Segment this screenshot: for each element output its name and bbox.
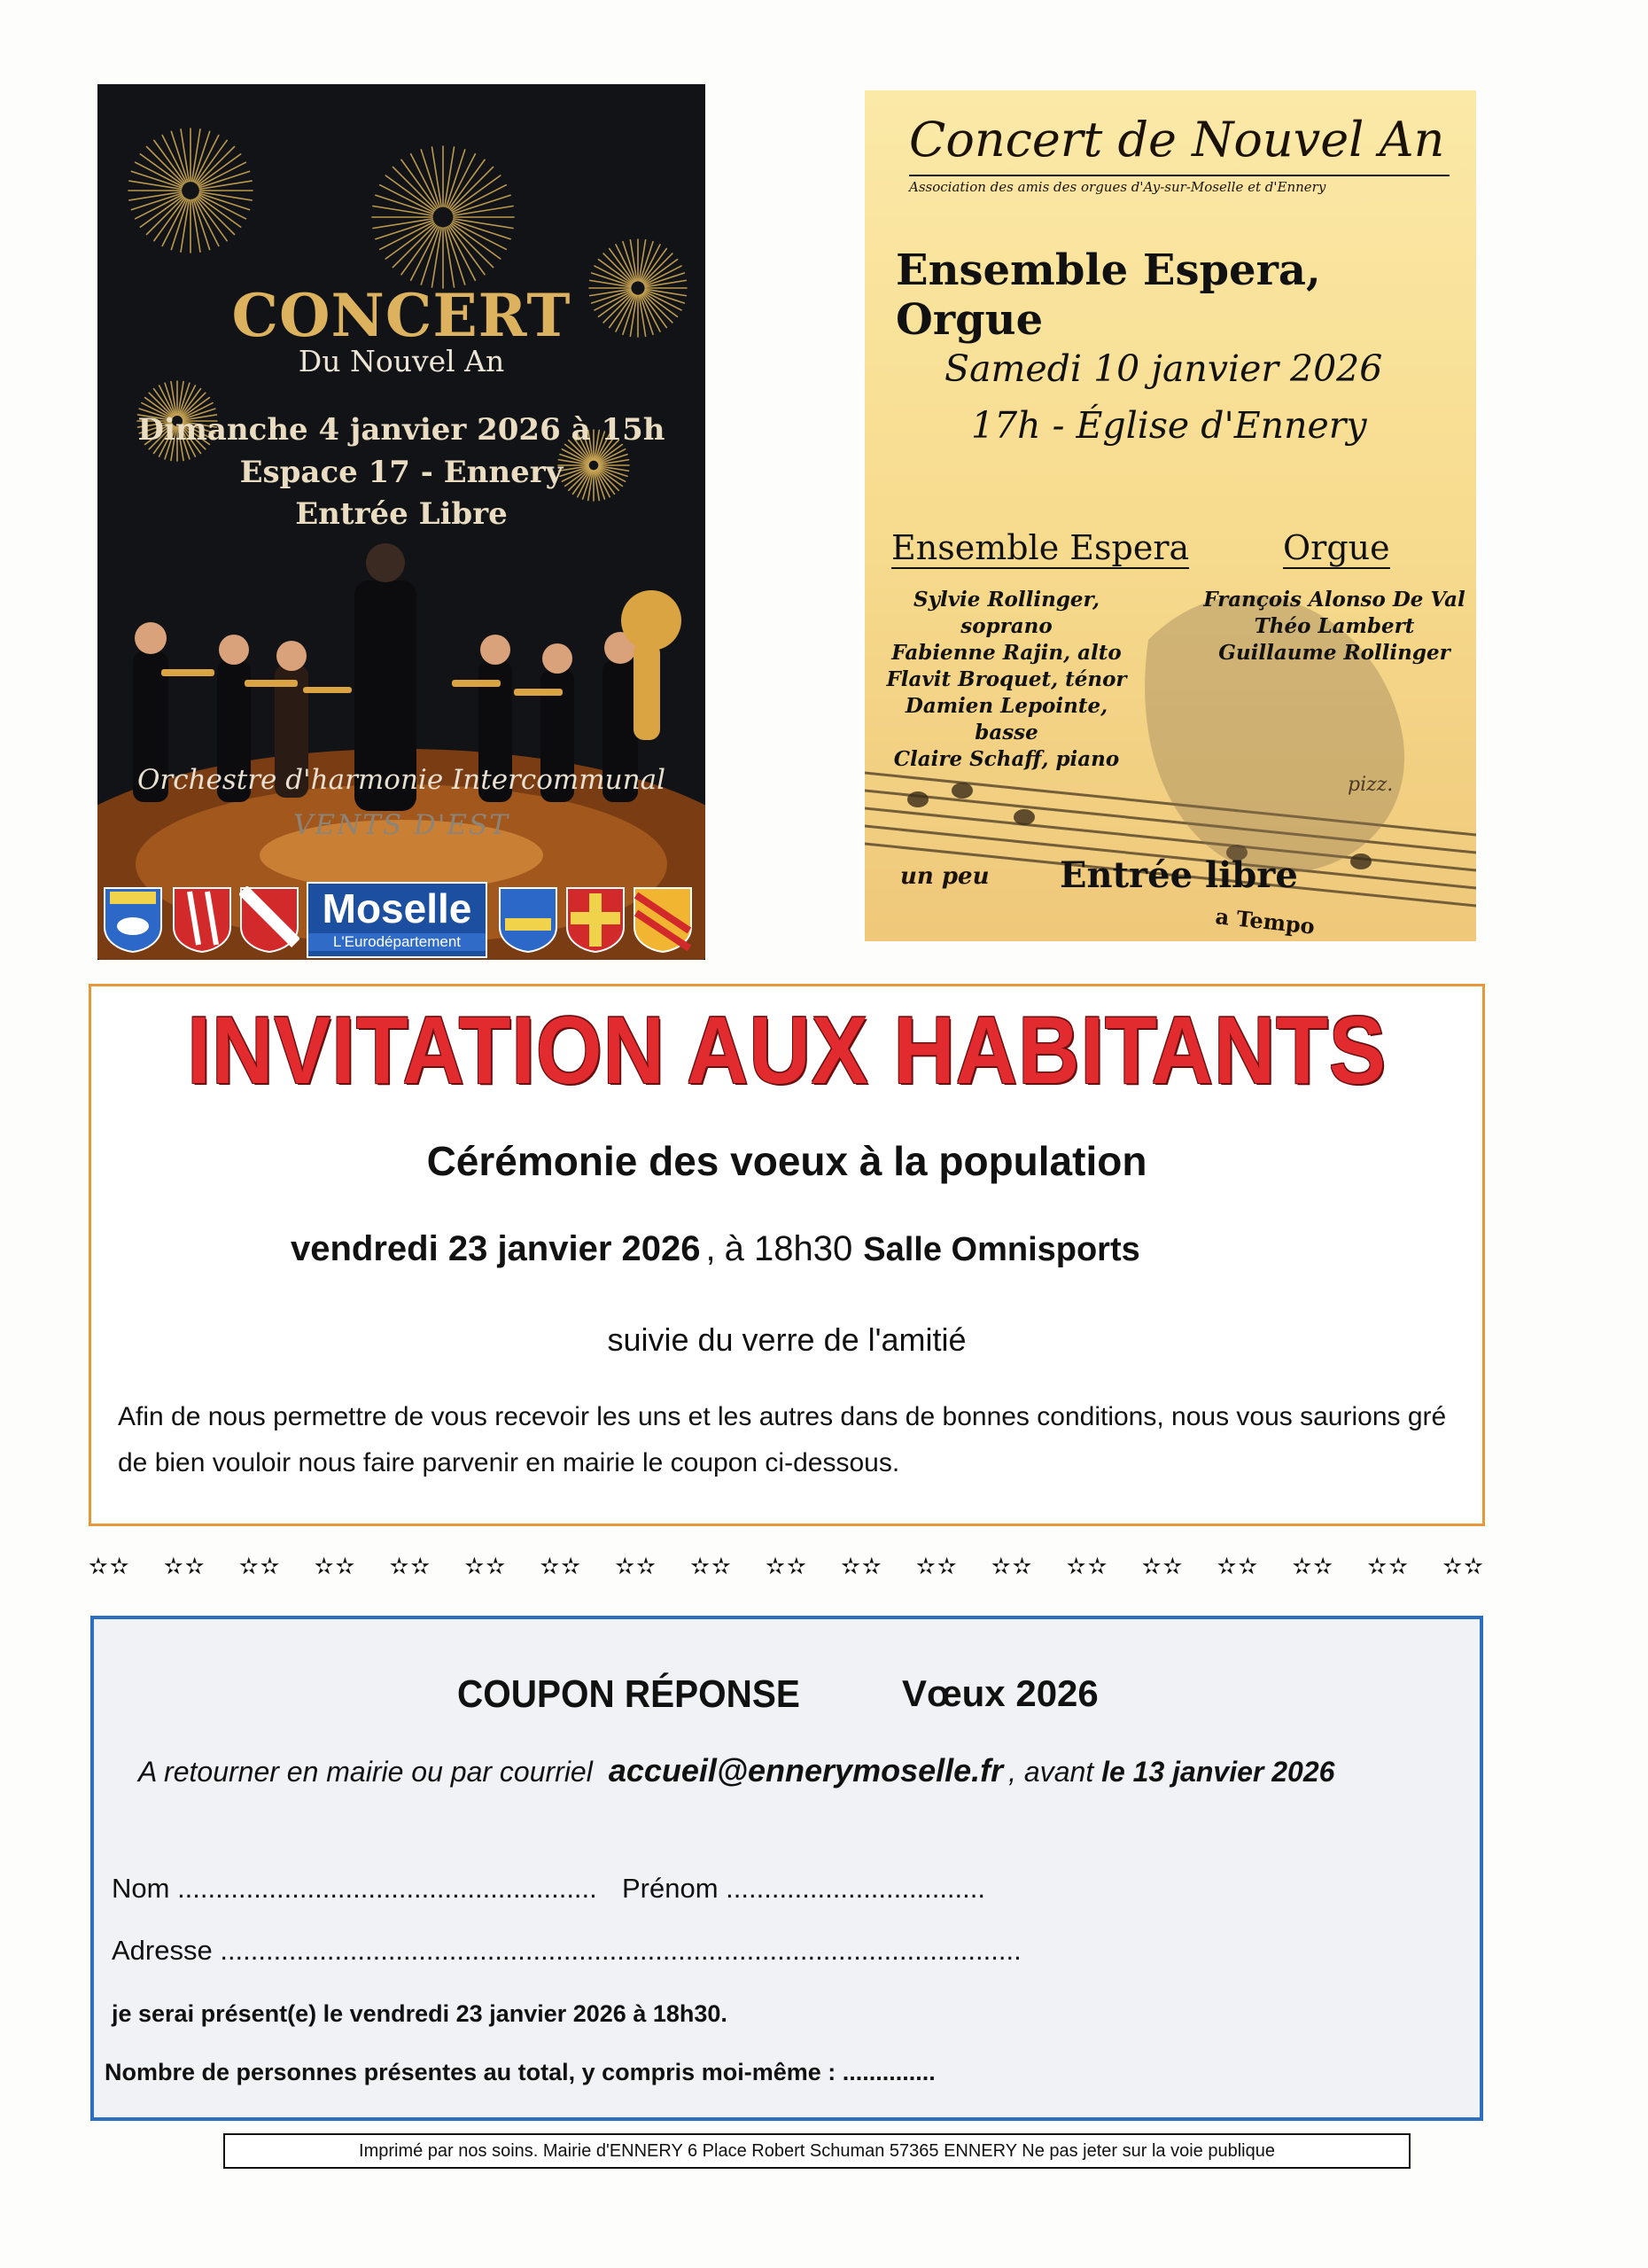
poster-date: Samedi 10 janvier 2026 [944, 347, 1383, 390]
star-glyph: ✫✫ [163, 1553, 206, 1579]
star-glyph: ✫✫ [841, 1553, 883, 1579]
association-name: Association des amis des orgues d'Ay-sur-Moselle et d'Ennery [909, 179, 1326, 195]
poster-date: Dimanche 4 janvier 2026 à 15h [137, 412, 665, 448]
coupon-return-instructions [138, 1752, 1334, 1789]
poster-title: CONCERT [231, 281, 571, 350]
invitation-time: à 18h30 [724, 1229, 853, 1268]
star-glyph: ✫✫ [464, 1553, 508, 1579]
footer-imprint: Imprimé par nos soins. Mairie d'ENNERY 6 Place Robert Schuman 57365 ENNERY Ne pas jeter sur la voie publique [223, 2133, 1411, 2169]
coupon-reponse-form [90, 1616, 1483, 2121]
star-glyph: ✫✫ [1442, 1553, 1485, 1579]
poster-time-place: 17h - Église d'Ennery [971, 404, 1367, 447]
star-glyph: ✫✫ [1367, 1553, 1410, 1579]
invitation-title: INVITATION AUX HABITANTS [187, 997, 1387, 1104]
music-score-illustration [865, 90, 1476, 941]
star-glyph: ✫✫ [1217, 1553, 1260, 1579]
firework-burst [128, 129, 253, 253]
score-marking: un peu [900, 863, 990, 890]
invitation-venue: Salle Omnisports [863, 1231, 1140, 1268]
star-glyph: ✫✫ [766, 1553, 808, 1579]
star-glyph: ✫✫ [1292, 1553, 1335, 1579]
crest-icon [498, 886, 558, 953]
member: Flavit Broquet, ténor [886, 667, 1127, 691]
star-glyph: ✫✫ [915, 1553, 959, 1579]
attendee-count-field[interactable]: Nombre de personnes présentes au total, y compris moi-même : .............. [105, 2059, 936, 2085]
member: Damien Lepointe, basse [905, 694, 1108, 744]
star-glyph: ✫✫ [615, 1553, 657, 1579]
crest-icon [172, 886, 232, 953]
invitation-box [89, 984, 1485, 1526]
organ-heading: Orgue [1283, 528, 1390, 567]
concert-poster-nouvel-an [97, 84, 705, 960]
ensemble-members [874, 587, 1139, 773]
star-separator [89, 1553, 1485, 1588]
coupon-title: COUPON RÉPONSE [457, 1672, 800, 1716]
invitation-paragraph: Afin de nous permettre de vous recevoir les uns et les autres dans de bonnes conditions, nous vous saurions gré de bien vouloir nous faire parvenir en mairie le coupon ci-dessous. [118, 1402, 1447, 1477]
poster-venue: Espace 17 - Ennery [239, 455, 564, 490]
star-glyph: ✫✫ [991, 1553, 1034, 1579]
poster-subtitle: Du Nouvel An [298, 344, 505, 378]
concert-poster-orgue [865, 90, 1476, 941]
firework-burst [372, 146, 514, 288]
score-marking: pizz. [1348, 774, 1394, 796]
member: Claire Schaff, piano [893, 747, 1120, 771]
crest-icon [565, 886, 626, 953]
attendance-statement: je serai présent(e) le vendredi 23 janvier 2026 à 18h30. [112, 2000, 727, 2027]
orchestra-label: Orchestre d'harmonie Intercommunal [136, 764, 666, 796]
invitation-subtitle: Cérémonie des voeux à la population [426, 1138, 1147, 1184]
star-glyph: ✫✫ [1141, 1553, 1185, 1579]
member: François Alonso De Val [1203, 588, 1465, 612]
ensemble-heading: Ensemble Espera [891, 528, 1190, 567]
star-glyph: ✫✫ [389, 1553, 432, 1579]
member: Fabienne Rajin, alto [891, 641, 1122, 665]
invitation-date-line: vendredi 23 janvier 2026 , à 18h30 Salle Omnisports [291, 1229, 1140, 1268]
star-glyph: ✫✫ [238, 1553, 282, 1579]
star-glyph: ✫✫ [89, 1553, 131, 1579]
score-marking: a Tempo [1214, 903, 1317, 939]
return-text: A retourner en mairie ou par courriel [138, 1756, 593, 1788]
prenom-field[interactable]: Prénom .................................. [622, 1873, 985, 1904]
poster-entry: Entrée Libre [295, 496, 508, 532]
crest-icon [239, 886, 299, 953]
orchestra-name: VENTS D'EST [293, 809, 509, 841]
coupon-year: Vœux 2026 [902, 1672, 1099, 1714]
invitation-follow: suivie du verre de l'amitié [607, 1321, 967, 1358]
crest-icon [633, 886, 693, 953]
star-glyph: ✫✫ [690, 1553, 733, 1579]
moselle-tagline: L'Eurodépartement [308, 933, 486, 951]
poster-entry: Entrée libre [1060, 854, 1298, 896]
deadline-date: le 13 janvier 2026 [1101, 1756, 1335, 1788]
poster-headline: Ensemble Espera, Orgue [896, 246, 1321, 345]
contact-email[interactable]: accueil@ennerymoselle.fr [608, 1752, 1004, 1789]
crest-icon [103, 886, 163, 953]
poster-title: Concert de Nouvel An [909, 112, 1445, 168]
star-glyph: ✫✫ [314, 1553, 357, 1579]
star-glyph: ✫✫ [1066, 1553, 1109, 1579]
deadline-prefix: , avant [1008, 1756, 1094, 1788]
moselle-logo [307, 882, 487, 958]
member: Sylvie Rollinger, soprano [913, 588, 1100, 638]
star-glyph: ✫✫ [540, 1553, 583, 1579]
member: Théo Lambert [1254, 614, 1415, 638]
adresse-field[interactable]: Adresse ......................................................................................................... [112, 1935, 1022, 1966]
member: Guillaume Rollinger [1218, 641, 1450, 665]
nom-field[interactable]: Nom ....................................................... [112, 1873, 597, 1904]
organ-members [1201, 587, 1467, 666]
invitation-date: vendredi 23 janvier 2026 [291, 1229, 701, 1268]
moselle-name: Moselle [322, 885, 472, 931]
